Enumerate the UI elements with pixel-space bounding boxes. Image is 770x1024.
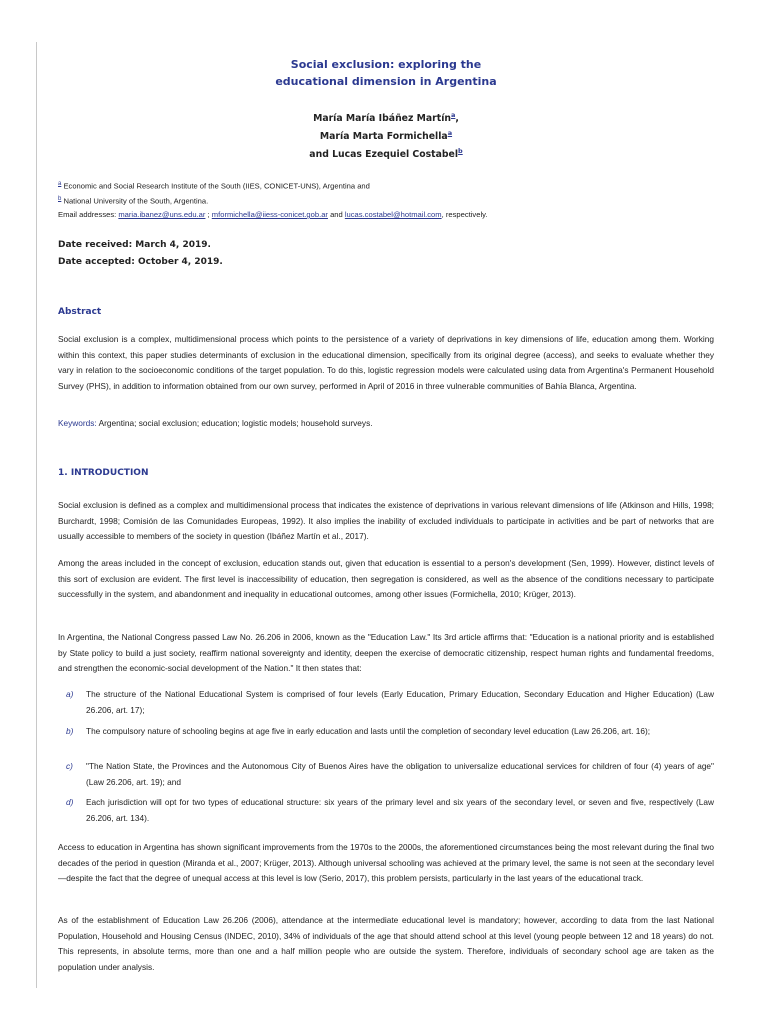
paragraph-5: As of the establishment of Education Law 26.206 (2006), attendance at the intermediate educational level is mandatory; however, according to data from the last National Population, Household and Housing Census (INDEC, 2010), 34% of individuals of the age that should attend school at this level (young people between 12 and 18 years) do not. This represents, in absolute terms, more than one and a half million people who are outside the system. Therefore, individuals of secondary school age are taken as the population under analysis. (58, 915, 714, 972)
affiliation-link-b[interactable]: b (458, 147, 463, 156)
email-sep: and (327, 210, 345, 220)
email-addresses (58, 208, 714, 222)
email-tail: , respectively. (441, 210, 488, 220)
list-text: The structure of the National Educational System is comprised of four levels (Early Education, Primary Education, Secondary Education and Higher Education) (Law 26.206, art. 17); (86, 689, 714, 715)
email-sep: ; (205, 210, 212, 220)
paragraph-1: Social exclusion is defined as a complex and multidimensional process that indicates the existence of deprivations in various relevant dimensions of life (Atkinson and Hills, 1998; Burchardt, 1998; Comisión de las Comunidades Europeas, 1992). It also implies the inability of excluded individuals to participate in activities and be part of networks that are usually accessible to members of the society in question (Ibáñez Martín et al., 2017). (58, 500, 714, 542)
list-text: The compulsory nature of schooling begins at age five in early education and lasts until the completion of secondary level education (Law 26.206, art. 16); (86, 726, 651, 736)
page-left-rule (36, 42, 37, 988)
article-title (58, 56, 714, 90)
email-label: Email addresses: (58, 210, 119, 220)
list-marker: c) (66, 761, 73, 771)
abstract-text: Social exclusion is a complex, multidimensional process which points to the persistence of a variety of deprivations in key dimensions of life, education among them. Working within this context, this paper studies determinants of exclusion in the educational dimension, specifically from its original degree (access), and seeks to evaluate whether they vary in relation to the socioeconomic conditions of the target population. To do this, logistic regression models were calculated using data from Argentina's Permanent Household Survey (PHS), in addition to information obtained from our own survey, performed in April of 2016 in three vulnerable communities of Bahía Blanca, Argentina. (58, 334, 714, 391)
affiliation-link-a[interactable]: a (447, 129, 453, 138)
affiliation-text: National University of the South, Argentina. (61, 196, 209, 206)
date-received: Date received: March 4, 2019. (58, 240, 211, 250)
author-1 (58, 108, 714, 126)
paragraph-4: Access to education in Argentina has shown significant improvements from the 1970s to the 2000s, the aforementioned circumstances being the most relevant during the final two decades of the period in question (Miranda et al., 2007; Krüger, 2013). Although universal schooling was achieved at the primary level, the same is not seen at the secondary level—despite the fact that the degree of unequal access at this level is low (Serio, 2017), this problem persists, particularly in the last years of the educational track. (58, 842, 714, 884)
author-name: María María Ibáñez Martín (313, 113, 451, 125)
affiliation-mark: b (58, 196, 62, 203)
affiliation-link-a[interactable]: a (451, 111, 456, 119)
list-item-c (58, 759, 714, 790)
list-marker: d) (66, 797, 74, 807)
list-marker: a) (66, 689, 74, 699)
author-3 (58, 144, 714, 162)
author-name: and Lucas Ezequiel Costabel (309, 149, 459, 161)
list-text: "The Nation State, the Provinces and the Autonomous City of Buenos Aires have the obligation to universalize educational services for children of four (4) years of age" (Law 26.206, art. 19); and (86, 761, 714, 787)
list-marker: b) (66, 726, 74, 736)
date-accepted: Date accepted: October 4, 2019. (58, 257, 223, 267)
email-link-3[interactable]: lucas.costabel@hotmail.com (344, 210, 442, 220)
affiliation-b (58, 193, 714, 208)
article-dates (58, 237, 223, 271)
affiliation-mark: a (58, 181, 62, 187)
keywords (58, 418, 373, 428)
author-name: María Marta Formichella (319, 131, 448, 143)
author-2 (58, 126, 714, 144)
list-item-b (58, 724, 714, 740)
title-line-2: educational dimension in Argentina (275, 75, 497, 88)
section-heading: 1. INTRODUCTION (58, 468, 149, 478)
affiliation-a (58, 178, 714, 193)
email-link-2[interactable]: mformichella@iiess-conicet.gob.ar (211, 210, 328, 220)
list-item-a (58, 687, 714, 718)
email-link-1[interactable]: maria.ibanez@uns.edu.ar (118, 210, 206, 220)
keywords-text: Argentina; social exclusion; education; logistic models; household surveys. (96, 418, 373, 428)
keywords-label: Keywords: (58, 418, 97, 428)
affiliation-text: Economic and Social Research Institute of the South (IIES, CONICET-UNS), Argentina and (61, 181, 370, 191)
title-line-1: Social exclusion: exploring the (290, 58, 482, 71)
author-list (58, 108, 714, 162)
paragraph-2: Among the areas included in the concept of exclusion, education stands out, given that education is essential to a person's development (Sen, 1999). However, distinct levels of this sort of exclusion are evident. The first level is inaccessibility of education, then segregation is considered, as well as the absence of the conditions necessary to participate successfully in the system, and abandonment and inequality in educational outcomes, among other issues (Formichella, 2010; Krüger, 2013). (58, 558, 714, 600)
paragraph-3: In Argentina, the National Congress passed Law No. 26.206 in 2006, known as the "Education Law." Its 3rd article affirms that: "Education is a national priority and is established by State policy to build a just society, reaffirm national sovereignty and identity, deepen the exercise of democratic citizenship, respect human rights and fundamental freedoms, and strengthen the economic-social development of the Nation." It then states that: (58, 632, 714, 674)
author-sep: , (455, 113, 459, 125)
list-item-d (58, 795, 714, 826)
list-text: Each jurisdiction will opt for two types of educational structure: six years of the primary level and six years of the secondary level, or seven and five, respectively (Law 26.206, art. 134). (86, 797, 714, 823)
affiliations (58, 178, 714, 222)
abstract-heading: Abstract (58, 307, 102, 317)
